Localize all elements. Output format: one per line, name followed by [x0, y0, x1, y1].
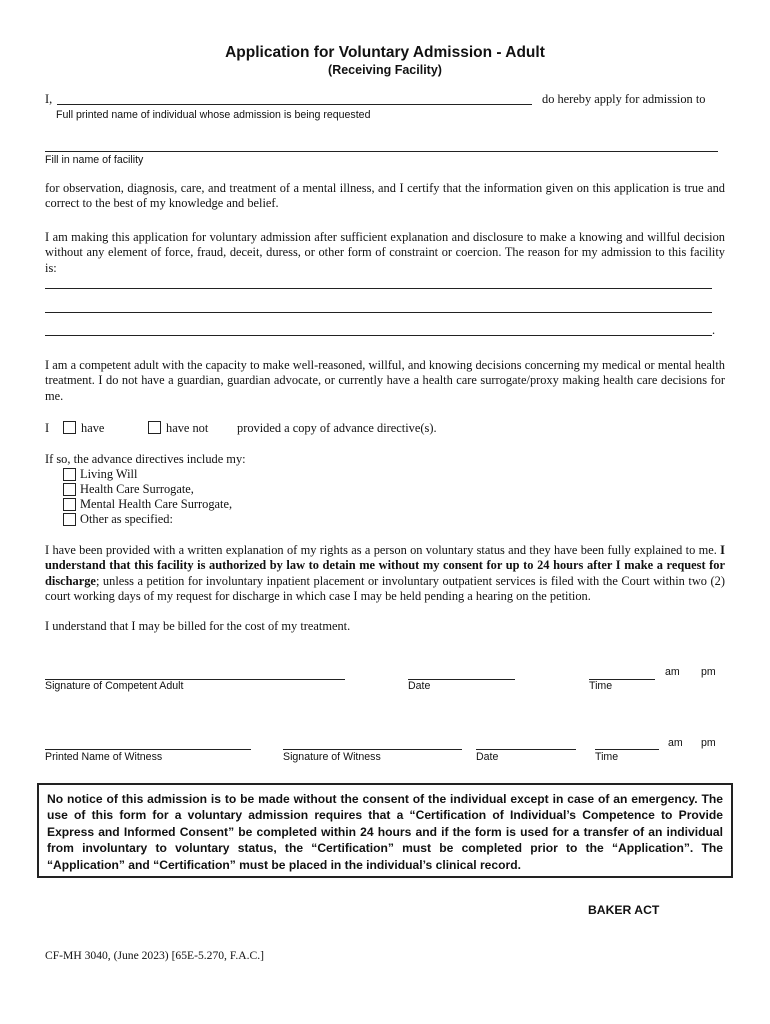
- adult-date-caption: Date: [408, 680, 431, 692]
- witness-date-field[interactable]: [476, 749, 576, 750]
- have-label: have: [81, 421, 105, 435]
- have-not-label: have not: [166, 421, 209, 435]
- rights-paragraph: [45, 543, 725, 605]
- form-identifier: CF-MH 3040, (June 2023) [65E-5.270, F.A.C.]: [45, 949, 265, 962]
- advance-directive-suffix: provided a copy of advance directive(s).: [237, 421, 437, 435]
- applicant-prefix: I,: [45, 92, 53, 106]
- have-checkbox[interactable]: [63, 421, 76, 434]
- other-specified-checkbox[interactable]: [63, 513, 76, 526]
- billing-statement: I understand that I may be billed for the cost of my treatment.: [45, 619, 351, 633]
- adult-pm-option[interactable]: pm: [701, 666, 716, 678]
- have-not-checkbox[interactable]: [148, 421, 161, 434]
- form-subtitle: (Receiving Facility): [328, 63, 442, 77]
- witness-time-field[interactable]: [595, 749, 659, 750]
- adult-time-caption: Time: [589, 680, 613, 692]
- facility-caption: Fill in name of facility: [45, 154, 144, 166]
- rights-text-part1: I have been provided with a written explanation of my rights as a person on voluntary status and they have been fully explained to me.: [45, 543, 717, 557]
- applicant-name-caption: Full printed name of individual whose admission is being requested: [56, 109, 371, 121]
- applicant-suffix: do hereby apply for admission to: [542, 92, 706, 106]
- applicant-name-field[interactable]: [57, 104, 532, 105]
- reason-line-3[interactable]: [45, 335, 712, 336]
- witness-pm-option[interactable]: pm: [701, 737, 716, 749]
- consent-notice-text: No notice of this admission is to be made without the consent of the individual except in case of an emergency. The use of this form for a voluntary admission requires that a “Certification of Individual’s Competence to Provide Express and Informed Consent” be completed within 24 hours and if the form is used for a transfer of an individual from involuntary to voluntary status, the “Certification” must be completed prior to the “Application”. The “Application” and “Certification” must be placed in the individual’s clinical record.: [47, 792, 723, 872]
- consent-notice-box: [37, 783, 733, 878]
- witness-printed-name-caption: Printed Name of Witness: [45, 751, 163, 763]
- baker-act-label: BAKER ACT: [588, 903, 660, 917]
- living-will-label: Living Will: [80, 467, 138, 481]
- reason-end-period: .: [712, 323, 716, 337]
- witness-signature-caption: Signature of Witness: [283, 751, 381, 763]
- advance-directive-intro: If so, the advance directives include my:: [45, 452, 246, 466]
- voluntary-paragraph: I am making this application for voluntary admission after sufficient explanation and disclosure to make a knowing and willful decision without any element of force, fraud, deceit, duress, or other form of constraint or coercion. The reason for my admission to this facility is:: [45, 230, 725, 275]
- adult-signature-caption: Signature of Competent Adult: [45, 680, 184, 692]
- mental-health-care-surrogate-checkbox[interactable]: [63, 498, 76, 511]
- witness-am-option[interactable]: am: [668, 737, 683, 749]
- rights-text-bold: I understand that this facility is authorized by law to detain me without my consent for up to 24 hours after I make a request for discharge: [45, 543, 725, 588]
- form-title: Application for Voluntary Admission - Adult: [225, 44, 545, 61]
- witness-printed-name-field[interactable]: [45, 749, 251, 750]
- other-specified-label: Other as specified:: [80, 512, 173, 526]
- observation-paragraph: for observation, diagnosis, care, and treatment of a mental illness, and I certify that the information given on this application is true and correct to the best of my knowledge and belief.: [45, 181, 725, 211]
- rights-text-part2: ; unless a petition for involuntary inpatient placement or involuntary outpatient services is filed with the Court within two (2) court working days of my request for discharge in which case I may be held pending a hearing on the petition.: [45, 573, 725, 604]
- witness-time-caption: Time: [595, 751, 619, 763]
- advance-directive-prefix: I: [45, 421, 50, 435]
- facility-name-field[interactable]: [45, 151, 718, 152]
- reason-line-2[interactable]: [45, 312, 712, 313]
- adult-am-option[interactable]: am: [665, 666, 680, 678]
- reason-line-1[interactable]: [45, 288, 712, 289]
- witness-signature-field[interactable]: [283, 749, 462, 750]
- competent-adult-paragraph: I am a competent adult with the capacity to make well-reasoned, willful, and knowing decisions concerning my medical or mental health treatment. I do not have a guardian, guardian advocate, or currently have a health care surrogate/proxy making health care decisions for me.: [45, 358, 725, 403]
- witness-date-caption: Date: [476, 751, 499, 763]
- health-care-surrogate-checkbox[interactable]: [63, 483, 76, 496]
- mental-health-care-surrogate-label: Mental Health Care Surrogate,: [80, 497, 233, 511]
- health-care-surrogate-label: Health Care Surrogate,: [80, 482, 194, 496]
- living-will-checkbox[interactable]: [63, 468, 76, 481]
